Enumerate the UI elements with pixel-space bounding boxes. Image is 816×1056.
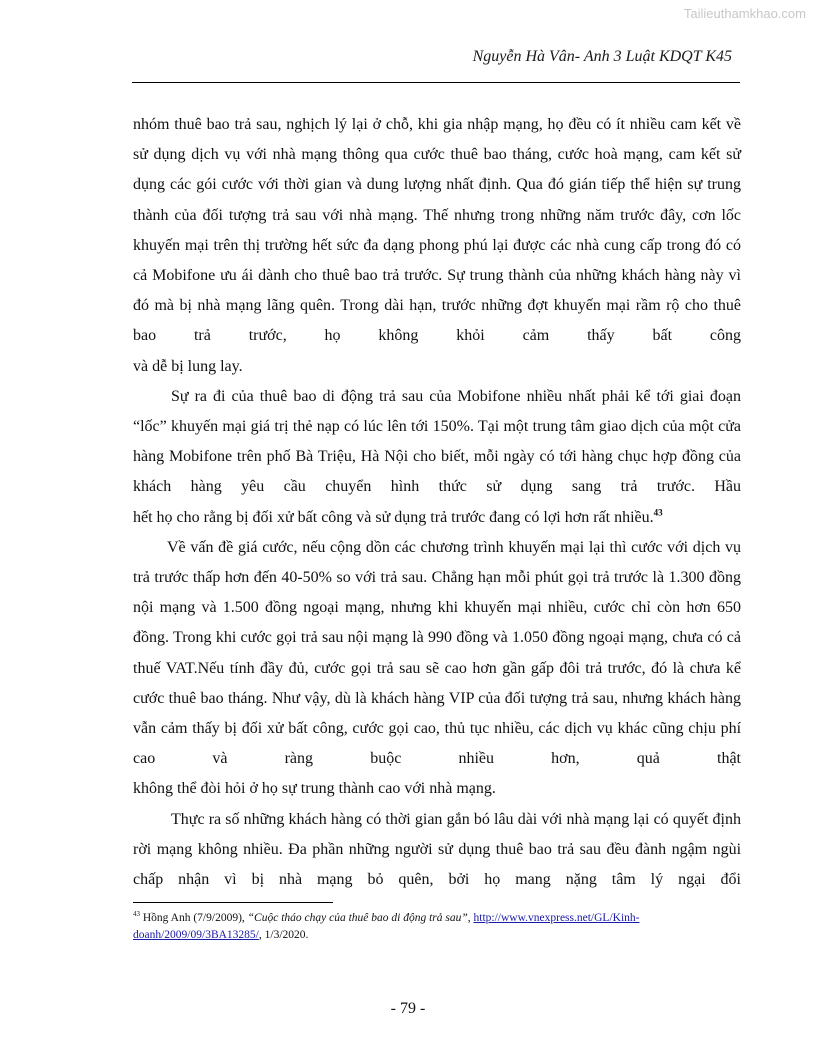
line: là 1.300 đồng nội mạng và 1.500 đồng ngoại mạng, nhưng khi khuyến mại nhiều, cước bbox=[133, 569, 742, 617]
footnote-divider bbox=[133, 902, 333, 903]
line: của một cửa hàng Mobifone trên phố Bà Triệu, Hà Nội cho biết, mỗi ngày có tới hàng bbox=[133, 418, 742, 466]
line: không thể đòi hỏi ở họ sự trung thành cao với nhà mạng. bbox=[133, 780, 496, 798]
line: thể hiện sự trung thành của đối tượng trả sau với nhà mạng. Thế nhưng trong những bbox=[133, 176, 742, 224]
line: cao, thủ tục nhiều, các dịch vụ khác cũng chịu phí cao và ràng buộc nhiều hơn, quả thật bbox=[133, 720, 742, 768]
line: các nhà cung cấp trong đó có cả Mobifone ưu ái dành cho thuê bao trả trước. Sự trung bbox=[133, 236, 741, 285]
footnote-access-date: , 1/3/2020. bbox=[258, 929, 309, 941]
line: Thực ra số những khách hàng có thời gian gắn bó lâu dài với nhà mạng lại có bbox=[171, 810, 669, 828]
watermark: Tailieuthamkhao.com bbox=[683, 6, 806, 21]
line: và dễ bị lung lay. bbox=[133, 357, 243, 375]
footnote-author-date: Hồng Anh (7/9/2009), bbox=[142, 912, 248, 924]
footnote bbox=[133, 910, 741, 944]
line: những đợt khuyến mại rầm rộ cho thuê bao trả trước, họ không khỏi cảm thấy bất công bbox=[133, 297, 742, 345]
line: chỉ còn hơn 650 đồng. Trong khi cước gọi trả sau nội mạng là 990 đồng và 1.050 đồng bbox=[133, 599, 742, 647]
header-divider bbox=[132, 82, 740, 83]
paragraph-1 bbox=[133, 110, 741, 352]
paragraph-1-end bbox=[133, 352, 741, 382]
running-header: Nguyễn Hà Vân- Anh 3 Luật KDQT K45 bbox=[472, 48, 732, 65]
line: dịch vụ trả trước thấp hơn đến 40-50% so với trả sau. Chẳng hạn mỗi phút gọi trả trước bbox=[133, 538, 742, 587]
line: năm trước đây, cơn lốc khuyến mại trên thị trường hết sức đa dạng phong phú lại được bbox=[133, 206, 742, 254]
line: gấp đôi trả trước, đó là chưa kể cước thuê bao tháng. Như vậy, dù là khách hàng VIP bbox=[133, 659, 742, 707]
footnote-number: 43 bbox=[133, 910, 140, 919]
line: của đối tượng trả sau, nhưng khách hàng vẫn cảm thấy bị đối xử bất công, cước gọi bbox=[133, 689, 742, 738]
paragraph-2 bbox=[133, 382, 741, 503]
body-text bbox=[133, 110, 741, 895]
line: Về vấn đề giá cước, nếu cộng dồn các chương trình khuyến mại lại thì cước với bbox=[167, 538, 689, 556]
line: đành ngậm ngùi chấp nhận vì bị nhà mạng bỏ quên, bởi họ mang nặng tâm lý ngại đổi bbox=[133, 840, 742, 889]
line: hết họ cho rằng bị đối xử bất công và sử dụng trả trước đang có lợi hơn rất nhiều. bbox=[133, 508, 654, 526]
footnote-reference[interactable]: 43 bbox=[653, 507, 663, 518]
line: nhóm thuê bao trả sau, nghịch lý lại ở chỗ, khi gia nhập mạng, họ đều có ít nhiều cam bbox=[133, 116, 697, 133]
line: chục hợp đồng của khách hàng yêu cầu chuyển hình thức sử dụng sang trả trước. Hầu bbox=[133, 448, 741, 496]
footnote-separator: , bbox=[467, 912, 474, 924]
paragraph-3 bbox=[133, 533, 741, 775]
paragraph-2-end bbox=[133, 503, 741, 533]
footnote-link[interactable]: http://www.vnexpress.net/GL/Kinh-doanh/2009/09/3BA13285/ bbox=[133, 912, 640, 941]
paragraph-4 bbox=[133, 805, 741, 896]
line: quyết định rời mạng không nhiều. Đa phần những người sử dụng thuê bao trả sau đều bbox=[133, 810, 741, 858]
paragraph-3-end bbox=[133, 774, 741, 804]
line: kết về sử dụng dịch vụ với nhà mạng thông qua cước thuê bao tháng, cước hoà mạng, bbox=[133, 116, 741, 164]
line: đoạn “lốc” khuyến mại giá trị thẻ nạp có lúc lên tới 150%. Tại một trung tâm giao dịch bbox=[133, 387, 741, 436]
line: thành của những khách hàng này vì đó mà bị nhà mạng lãng quên. Trong dài hạn, trước bbox=[133, 267, 742, 315]
line: ngoại mạng, chưa có cả thuế VAT.Nếu tính đầy đủ, cước gọi trả sau sẽ cao hơn gần bbox=[133, 629, 742, 677]
page-number: - 79 - bbox=[390, 1000, 426, 1017]
line: Sự ra đi của thuê bao di động trả sau của Mobifone nhiều nhất phải kể tới giai bbox=[171, 387, 704, 405]
footnote-title: “Cuộc tháo chạy của thuê bao di động trả sau” bbox=[247, 912, 468, 924]
line: cam kết sử dụng các gói cước với thời gian và dung lượng nhất định. Qua đó gián tiếp bbox=[133, 146, 742, 194]
